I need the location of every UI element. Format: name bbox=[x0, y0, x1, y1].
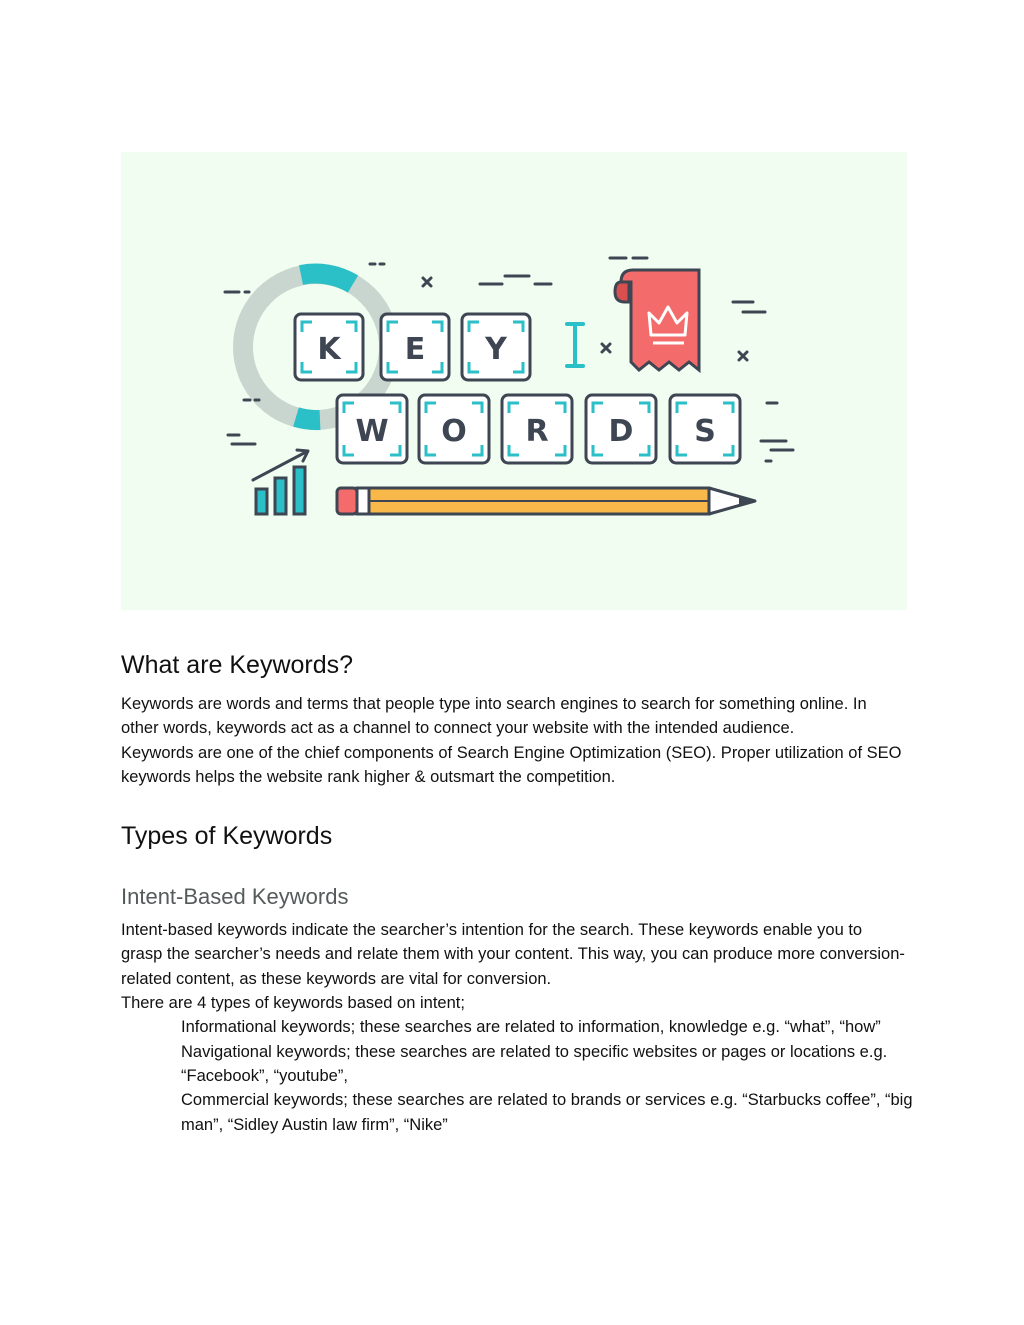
list-item: Informational keywords; these searches are related to information, knowledge e.g. “what”, “how” bbox=[181, 1018, 881, 1037]
tile-letter-s: S bbox=[694, 414, 716, 449]
donut-segment-bottom bbox=[296, 417, 320, 420]
tile-row-words bbox=[337, 395, 740, 463]
tile-letter-e: E bbox=[404, 332, 426, 367]
text-cursor-icon bbox=[567, 324, 583, 366]
donut-segment-top bbox=[301, 274, 353, 284]
tile-row-key bbox=[295, 314, 530, 380]
growth-chart-icon bbox=[253, 450, 308, 514]
paragraph-keywords-seo: Keywords are one of the chief components of Search Engine Optimization (SEO). Proper utilization of SEO keywords helps the website rank higher & outsmart the competition. bbox=[121, 743, 902, 786]
pencil-icon bbox=[337, 488, 755, 514]
tile-letter-d: D bbox=[608, 414, 634, 449]
tile-letter-w: W bbox=[355, 414, 389, 449]
list-item: Navigational keywords; these searches are related to specific websites or pages or locations e.g. “Facebook”, “youtube”, bbox=[181, 1042, 888, 1085]
tile-letter-r: R bbox=[525, 414, 549, 449]
keywords-illustration-svg bbox=[121, 152, 907, 610]
tile-letter-o: O bbox=[441, 414, 467, 449]
list-item: Commercial keywords; these searches are related to brands or services e.g. “Starbucks coffee”, “big man”, “Sidley Austin law firm”, “Nike” bbox=[181, 1091, 913, 1134]
keywords-illustration bbox=[121, 152, 907, 610]
article-body bbox=[121, 648, 913, 1137]
tile-letter-y: Y bbox=[485, 332, 507, 367]
paragraph-intent-types-intro: There are 4 types of keywords based on intent; bbox=[121, 994, 465, 1013]
heading-intent-based-keywords: Intent-Based Keywords bbox=[121, 884, 349, 910]
paragraph-keywords-definition: Keywords are words and terms that people type into search engines to search for something online. In other words, keywords act as a channel to connect your website with the intended audience. bbox=[121, 695, 867, 738]
paragraph-intent-based: Intent-based keywords indicate the searcher’s intention for the search. These keywords enable you to grasp the searcher’s needs and relate them with your content. This way, you can produce more conversion-related content, as these keywords are vital for conversion. bbox=[121, 921, 905, 988]
heading-types-of-keywords: Types of Keywords bbox=[121, 822, 333, 851]
heading-what-are-keywords: What are Keywords? bbox=[121, 651, 354, 679]
tile-letter-k: K bbox=[317, 332, 341, 367]
crown-banner-icon bbox=[615, 270, 699, 370]
intent-types-list bbox=[121, 1015, 913, 1136]
